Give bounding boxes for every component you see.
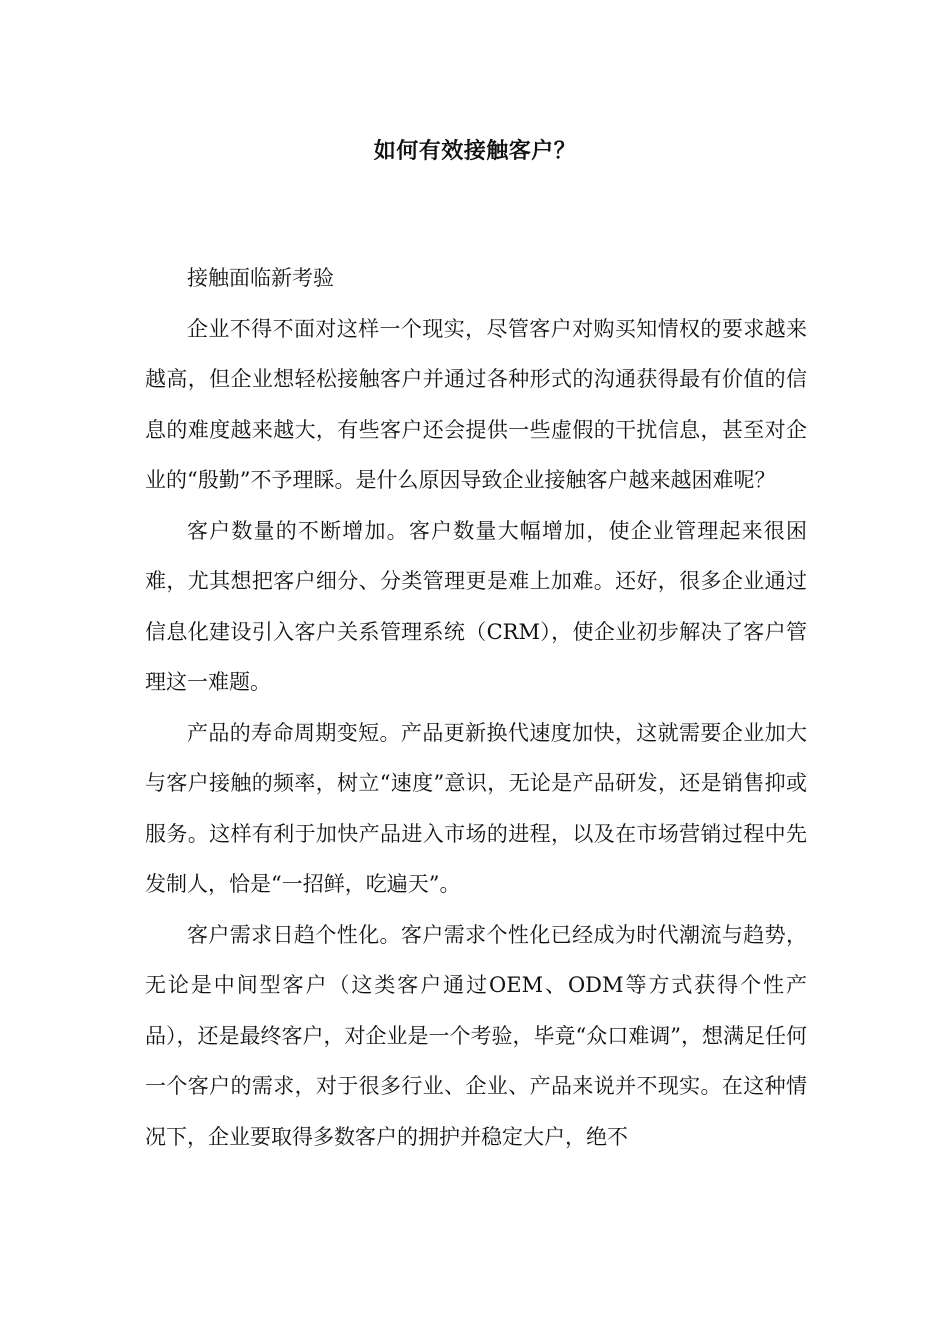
paragraph-heading: 接触面临新考验 [187, 266, 334, 290]
paragraph: 企业不得不面对这样一个现实，尽管客户对购买知情权的要求越来越高，但企业想轻松接触客户并通过各种形式的沟通获得最有价值的信息的难度越来越大，有些客户还会提供一些虚假的干扰信息，甚至对企业的“殷勤”不予理睬。是什么原因导致企业接触客户越来越困难呢？ [145, 316, 807, 492]
document-title: 如何有效接触客户？ [373, 138, 577, 164]
paragraph: 客户需求日趋个性化。客户需求个性化已经成为时代潮流与趋势，无论是中间型客户（这类客户通过OEM、ODM等方式获得个性产品），还是最终客户，对企业是一个考验，毕竟“众口难调”，想满足任何一个客户的需求，对于很多行业、企业、产品来说并不现实。在这种情况下，企业要取得多数客户的拥护并稳定大户，绝不 [145, 922, 807, 1149]
document-body [145, 253, 807, 1162]
paragraph: 产品的寿命周期变短。产品更新换代速度加快，这就需要企业加大与客户接触的频率，树立“速度”意识，无论是产品研发，还是销售抑或服务。这样有利于加快产品进入市场的进程，以及在市场营销过程中先发制人，恰是“一招鲜，吃遍天”。 [145, 720, 807, 896]
paragraph: 客户数量的不断增加。客户数量大幅增加，使企业管理起来很困难，尤其想把客户细分、分类管理更是难上加难。还好，很多企业通过信息化建设引入客户关系管理系统（CRM），使企业初步解决了客户管理这一难题。 [145, 518, 807, 694]
